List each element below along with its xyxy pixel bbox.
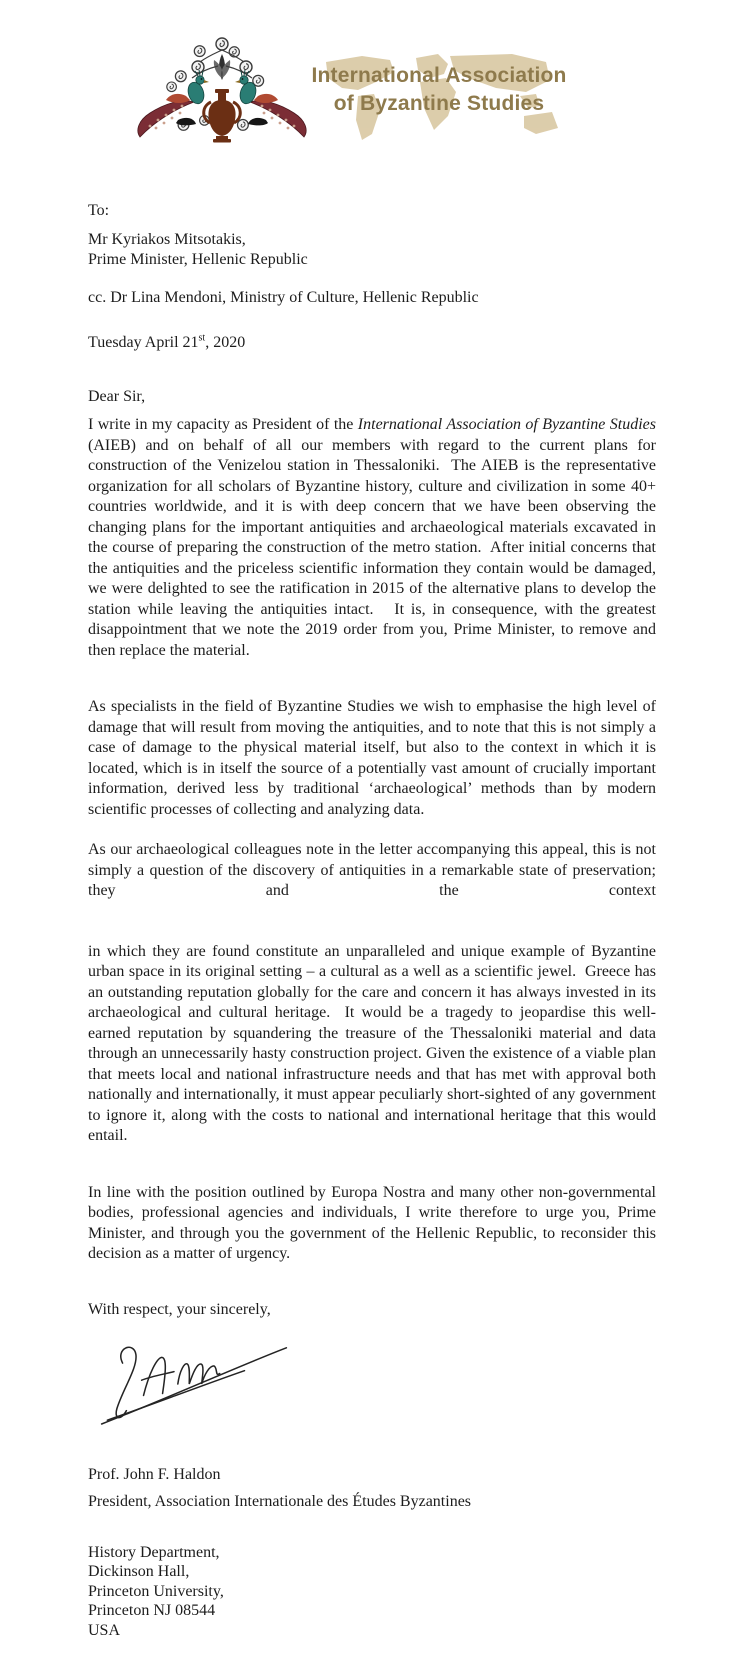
org-name [300,62,578,117]
paragraph-5: In line with the position outlined by Europa Nostra and many other non-governmental bodies, professional agencies and individuals, I write therefore to urge you, Prime Minister, and through you the government of the Hellenic Republic, to reconsider this decision as a matter of urgency. [88,1183,660,1262]
salutation: Dear Sir, [88,387,146,405]
signatory-title: President, Association Internationale des Études Byzantines [88,1493,472,1510]
date-prefix: Tuesday April 21 [88,334,199,351]
org-name-line2: of Byzantine Studies [333,91,545,115]
address-line: Dickinson Hall, [88,1563,190,1580]
date-line [88,333,656,354]
date-suffix: , 2020 [205,334,246,351]
paragraph-4: in which they are found constitute an unparalleled and unique example of Byzantine urban space in its original setting – a cultural as a well as a scientific jewel. Greece has an outstanding reputation globally for the care and concern it has always invested in its archaeological and cultural heritage. It would be a tragedy to jeopardise this well-earned reputation by squandering the treasure of the Thessaloniki material and data through an unnecessarily hasty construction project. Given the existence of a viable plan that meets local and national infrastructure needs and that has met with approval both nationally and internationally, it must appear peculiarly short-sighted of any government to ignore it, along with the costs to national and international heritage that this would entail. [88,942,660,1144]
paragraph-1-continuation: (AIEB) and on behalf of all our members with regard to the current plans for construction of the Venizelou station in Thessaloniki. The AIEB is the representative organization for all scholars of Byzantine history, culture and civilization in some 40+ countries worldwide, and it is with deep concern that we have been observing the changing plans for the important antiquities and archaeological materials excavated in the course of preparing the construction of the metro station. After initial concerns that the antiquities and the priceless scientific information they contain would be damaged, we were delighted to see the ratification in 2015 of the alternative plans to develop the station while leaving the antiquities intact. It is, in consequence, with the greatest disappointment that we note the 2019 order from you, Prime Minister, to remove and then replace the material. [88,416,660,659]
peacocks-amphora-emblem-icon [134,34,310,152]
recipient-name: Mr Kyriakos Mitsotakis, [88,230,246,248]
paragraph-1-text: I write in my capacity as President of the [88,416,358,433]
recipient-block [88,230,656,271]
closing-line: With respect, your sincerely, [88,1300,271,1318]
address-line: USA [88,1621,121,1639]
paragraph-2: As specialists in the field of Byzantine Studies we wish to emphasise the high level of damage that will result from moving the antiquities, and to note that this is not simply a case of damage to the physical material itself, but also to the context in which it is located, which is in itself the source of a potentially vast amount of crucially important information, derived less by traditional ‘archaeological’ methods than by modern scientific processes of collecting and analyzing data. [88,698,660,818]
to-label: To: [88,202,110,219]
address-line: Princeton NJ 08544 [88,1602,216,1619]
paragraph-1 [88,415,660,661]
handwritten-signature-icon [94,1336,294,1432]
paragraph-1-italic-org-name: International Association of Byzantine Studies [357,416,656,433]
sender-address [88,1543,656,1641]
paragraph-3: As our archaeological colleagues note in the letter accompanying this appeal, this is not simply a question of the discovery of antiquities in a remarkable state of preservation; they and the context [88,841,660,899]
amphora-icon [204,89,241,143]
org-name-line1: International Association [311,64,567,87]
recipient-title: Prime Minister, Hellenic Republic [88,251,308,268]
signatory-name: Prof. John F. Haldon [88,1465,221,1483]
cc-line: cc. Dr Lina Mendoni, Ministry of Culture, Hellenic Republic [88,288,479,306]
letter-body [0,201,742,1670]
address-line: Princeton University, [88,1582,224,1600]
date-ordinal-superscript: st [198,332,206,344]
address-line: History Department, [88,1543,220,1561]
letterhead [0,0,742,165]
